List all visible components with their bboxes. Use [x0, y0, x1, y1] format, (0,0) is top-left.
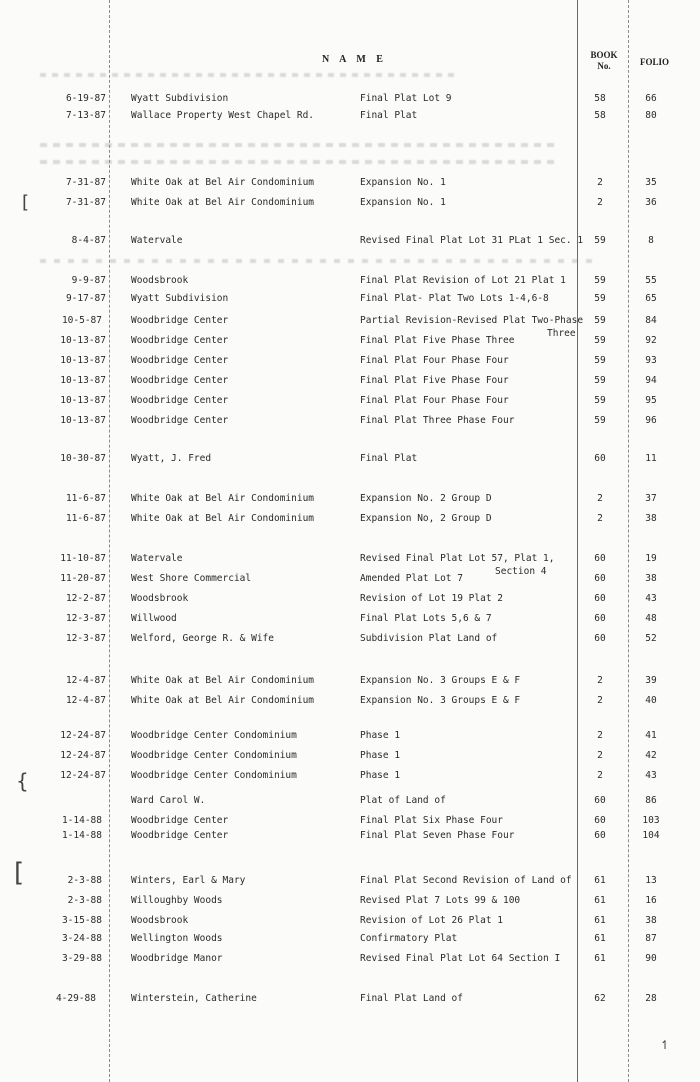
entry-date: 12-3-87: [65, 613, 106, 624]
entry-folio: 41: [645, 730, 657, 741]
ledger-row: [0, 830, 700, 844]
corner-tick-mark: ↿: [660, 1038, 671, 1052]
entry-name: Woodsbrook: [131, 275, 189, 286]
entry-book-number: 60: [594, 453, 606, 464]
entry-folio: 38: [645, 573, 657, 584]
ledger-row: [0, 730, 700, 744]
ledger-row: [0, 315, 700, 329]
entry-folio: 40: [645, 695, 657, 706]
entry-description: Final Plat Five Phase Three: [360, 335, 515, 346]
entry-folio: 38: [645, 513, 657, 524]
entry-folio: 94: [645, 375, 657, 386]
entry-book-number: 2: [597, 695, 603, 706]
entry-book-number: 59: [594, 355, 606, 366]
entry-book-number: 2: [597, 493, 603, 504]
ledger-row: [0, 613, 700, 627]
entry-date: 10-30-87: [60, 453, 106, 464]
entry-book-number: 60: [594, 830, 606, 841]
entry-description: Partial Revision-Revised Plat Two-Phase: [360, 315, 584, 326]
ledger-row: [0, 395, 700, 409]
entry-name: Willwood: [131, 613, 177, 624]
entry-description: Expansion No. 1: [360, 197, 446, 208]
entry-description: Final Plat- Plat Two Lots 1-4,6-8: [360, 293, 549, 304]
entry-name: Woodbridge Center: [131, 315, 229, 326]
entry-name: Woodbridge Center: [131, 355, 229, 366]
entry-book-number: 59: [594, 375, 606, 386]
entry-book-number: 59: [594, 415, 606, 426]
entry-date: 3-24-88: [61, 933, 102, 944]
entry-name: Woodbridge Manor: [131, 953, 223, 964]
entry-date: 10-5-87: [61, 315, 102, 326]
ledger-row: [0, 593, 700, 607]
entry-book-number: 59: [594, 315, 606, 326]
entry-name: West Shore Commercial: [131, 573, 252, 584]
ledger-row: [0, 770, 700, 784]
entry-book-number: 62: [594, 993, 606, 1004]
entry-name: Willoughby Woods: [131, 895, 223, 906]
ledger-row: [0, 553, 700, 567]
entry-name: Winters, Earl & Mary: [131, 875, 246, 886]
entry-date: 12-4-87: [65, 695, 106, 706]
entry-book-number: 59: [594, 275, 606, 286]
entry-description: Final Plat Seven Phase Four: [360, 830, 515, 841]
entry-description: Final Plat Revision of Lot 21 Plat 1: [360, 275, 566, 286]
entry-description: Confirmatory Plat: [360, 933, 458, 944]
entry-date: 12-24-87: [60, 770, 106, 781]
margin-bracket-mark: [: [22, 192, 30, 213]
entry-folio: 92: [645, 335, 657, 346]
entry-name: White Oak at Bel Air Condominium: [131, 695, 315, 706]
entry-description: Subdivision Plat Land of: [360, 633, 498, 644]
entry-folio: 52: [645, 633, 657, 644]
entry-date: 12-24-87: [60, 750, 106, 761]
entry-date: 7-13-87: [65, 110, 106, 121]
ledger-row: [0, 513, 700, 527]
entry-folio: 36: [645, 197, 657, 208]
entry-folio: 43: [645, 770, 657, 781]
entry-description: Phase 1: [360, 770, 401, 781]
entry-description: Expansion No. 1: [360, 177, 446, 188]
entry-date: 11-6-87: [65, 513, 106, 524]
entry-folio: 16: [645, 895, 657, 906]
ledger-row: [0, 453, 700, 467]
entry-name: Watervale: [131, 235, 183, 246]
entry-date: 6-19-87: [65, 93, 106, 104]
name-column-header: N A M E: [322, 54, 387, 65]
entry-folio: 19: [645, 553, 657, 564]
entry-folio: 8: [648, 235, 654, 246]
entry-date: 4-29-88: [55, 993, 96, 1004]
entry-book-number: 61: [594, 953, 606, 964]
entry-date: 9-9-87: [71, 275, 106, 286]
entry-description: Revised Final Plat Lot 31 PLat 1 Sec. 1: [360, 235, 584, 246]
entry-name: Wyatt Subdivision: [131, 293, 229, 304]
entry-book-number: 59: [594, 293, 606, 304]
entry-name: Wellington Woods: [131, 933, 223, 944]
entry-book-number: 60: [594, 795, 606, 806]
entry-description: Final Plat Lot 9: [360, 93, 452, 104]
entry-description: Expansion No, 2 Group D: [360, 513, 492, 524]
entry-name: Woodbridge Center: [131, 415, 229, 426]
ledger-row: [0, 933, 700, 947]
entry-folio: 48: [645, 613, 657, 624]
entry-book-number: 60: [594, 815, 606, 826]
entry-name: White Oak at Bel Air Condominium: [131, 177, 315, 188]
entry-folio: 84: [645, 315, 657, 326]
entry-name: White Oak at Bel Air Condominium: [131, 493, 315, 504]
entry-date: 7-31-87: [65, 197, 106, 208]
ledger-row: [0, 633, 700, 647]
entry-book-number: 60: [594, 573, 606, 584]
ledger-row: [0, 197, 700, 211]
faded-entry-1: [40, 73, 460, 77]
entry-folio: 95: [645, 395, 657, 406]
entry-date: 12-3-87: [65, 633, 106, 644]
entry-date: 12-24-87: [60, 730, 106, 741]
entry-name: White Oak at Bel Air Condominium: [131, 513, 315, 524]
entry-folio: 65: [645, 293, 657, 304]
entry-folio: 93: [645, 355, 657, 366]
book-header-line1: BOOK: [590, 50, 618, 60]
ledger-row: [0, 375, 700, 389]
entry-name: Woodbridge Center Condominium: [131, 770, 297, 781]
entry-description: Revised Plat 7 Lots 99 & 100: [360, 895, 521, 906]
entry-description: Final Plat Lots 5,6 & 7: [360, 613, 492, 624]
entry-name: Wyatt Subdivision: [131, 93, 229, 104]
entry-date: 7-31-87: [65, 177, 106, 188]
entry-description: Final Plat Five Phase Four: [360, 375, 509, 386]
entry-date: 11-10-87: [60, 553, 106, 564]
entry-book-number: 2: [597, 197, 603, 208]
entry-date: 1-14-88: [61, 830, 102, 841]
entry-description: Final Plat Four Phase Four: [360, 395, 509, 406]
entry-book-number: 2: [597, 770, 603, 781]
ledger-row: [0, 953, 700, 967]
entry-book-number: 61: [594, 895, 606, 906]
entry-book-number: 2: [597, 675, 603, 686]
ledger-row: [0, 915, 700, 929]
entry-book-number: 61: [594, 915, 606, 926]
entry-folio: 103: [642, 815, 660, 826]
entry-book-number: 58: [594, 110, 606, 121]
ledger-row: [0, 93, 700, 107]
entry-folio: 66: [645, 93, 657, 104]
ledger-row: [0, 895, 700, 909]
continuation-phase-three: Three: [547, 328, 576, 339]
entry-description: Phase 1: [360, 750, 401, 761]
entry-name: Watervale: [131, 553, 183, 564]
entry-description: Final Plat Land of: [360, 993, 463, 1004]
entry-date: 10-13-87: [60, 415, 106, 426]
entry-date: 8-4-87: [71, 235, 106, 246]
entry-description: Revision of Lot 26 Plat 1: [360, 915, 503, 926]
ledger-row: [0, 493, 700, 507]
entry-description: Final Plat Four Phase Four: [360, 355, 509, 366]
entry-name: Woodsbrook: [131, 915, 189, 926]
entry-folio: 11: [645, 453, 657, 464]
entry-name: Woodsbrook: [131, 593, 189, 604]
entry-description: Final Plat Second Revision of Land of: [360, 875, 572, 886]
entry-name: Woodbridge Center: [131, 395, 229, 406]
entry-folio: 35: [645, 177, 657, 188]
entry-book-number: 2: [597, 177, 603, 188]
entry-date: 2-3-88: [67, 895, 102, 906]
entry-name: Woodbridge Center: [131, 815, 229, 826]
entry-date: 11-20-87: [60, 573, 106, 584]
entry-folio: 55: [645, 275, 657, 286]
entry-date: 10-13-87: [60, 375, 106, 386]
entry-date: 11-6-87: [65, 493, 106, 504]
ledger-row: [0, 993, 700, 1007]
entry-book-number: 59: [594, 395, 606, 406]
ledger-row: [0, 875, 700, 889]
entry-name: Welford, George R. & Wife: [131, 633, 274, 644]
ledger-row: [0, 695, 700, 709]
entry-name: White Oak at Bel Air Condominium: [131, 675, 315, 686]
entry-date: 2-3-88: [67, 875, 102, 886]
entry-name: Woodbridge Center: [131, 375, 229, 386]
entry-name: Woodbridge Center Condominium: [131, 750, 297, 761]
ledger-row: [0, 815, 700, 829]
entry-name: Winterstein, Catherine: [131, 993, 257, 1004]
entry-name: Wallace Property West Chapel Rd.: [131, 110, 315, 121]
entry-folio: 96: [645, 415, 657, 426]
ledger-row: [0, 293, 700, 307]
ledger-row: [0, 750, 700, 764]
entry-description: Expansion No. 3 Groups E & F: [360, 695, 521, 706]
entry-description: Expansion No. 3 Groups E & F: [360, 675, 521, 686]
entry-name: Ward Carol W.: [131, 795, 206, 806]
entry-book-number: 61: [594, 933, 606, 944]
book-column-header: [586, 50, 622, 72]
ledger-row: [0, 573, 700, 587]
entry-folio: 90: [645, 953, 657, 964]
entry-book-number: 59: [594, 235, 606, 246]
entry-date: 10-13-87: [60, 395, 106, 406]
ledger-row: [0, 415, 700, 429]
faded-entry-3: [40, 160, 560, 164]
entry-folio: 42: [645, 750, 657, 761]
entry-book-number: 2: [597, 750, 603, 761]
entry-book-number: 60: [594, 593, 606, 604]
entry-date: 12-2-87: [65, 593, 106, 604]
entry-folio: 86: [645, 795, 657, 806]
ledger-row: [0, 110, 700, 124]
ledger-row: [0, 795, 700, 809]
entry-name: White Oak at Bel Air Condominium: [131, 197, 315, 208]
entry-folio: 43: [645, 593, 657, 604]
entry-description: Final Plat Six Phase Four: [360, 815, 503, 826]
ledger-row: [0, 235, 700, 249]
entry-name: Woodbridge Center Condominium: [131, 730, 297, 741]
entry-description: Revised Final Plat Lot 64 Section I: [360, 953, 561, 964]
entry-description: Phase 1: [360, 730, 401, 741]
faded-entry-4: [40, 259, 600, 263]
ledger-row: [0, 275, 700, 289]
margin-bracket-mark: [: [14, 858, 25, 888]
entry-book-number: 58: [594, 93, 606, 104]
entry-book-number: 2: [597, 513, 603, 524]
entry-name: Wyatt, J. Fred: [131, 453, 212, 464]
entry-date: 3-29-88: [61, 953, 102, 964]
entry-book-number: 60: [594, 633, 606, 644]
ledger-row: [0, 675, 700, 689]
entry-folio: 104: [642, 830, 660, 841]
entry-date: 9-17-87: [65, 293, 106, 304]
entry-name: Woodbridge Center: [131, 830, 229, 841]
faded-entry-2: [40, 143, 560, 147]
entry-date: 10-13-87: [60, 335, 106, 346]
entry-book-number: 60: [594, 613, 606, 624]
entry-name: Woodbridge Center: [131, 335, 229, 346]
entry-folio: 28: [645, 993, 657, 1004]
entry-description: Final Plat: [360, 453, 418, 464]
entry-date: 3-15-88: [61, 915, 102, 926]
entry-book-number: 61: [594, 875, 606, 886]
entry-description: Revision of Lot 19 Plat 2: [360, 593, 503, 604]
entry-description: Plat of Land of: [360, 795, 446, 806]
entry-date: 10-13-87: [60, 355, 106, 366]
entry-folio: 38: [645, 915, 657, 926]
entry-folio: 37: [645, 493, 657, 504]
book-header-line2: No.: [597, 61, 611, 71]
folio-column-header: FOLIO: [640, 57, 670, 67]
entry-description: Final Plat: [360, 110, 418, 121]
entry-description: Amended Plat Lot 7: [360, 573, 463, 584]
entry-date: 12-4-87: [65, 675, 106, 686]
entry-folio: 80: [645, 110, 657, 121]
entry-book-number: 59: [594, 335, 606, 346]
entry-book-number: 2: [597, 730, 603, 741]
ledger-row: [0, 177, 700, 191]
entry-folio: 87: [645, 933, 657, 944]
entry-folio: 39: [645, 675, 657, 686]
entry-description: Expansion No. 2 Group D: [360, 493, 492, 504]
entry-date: 1-14-88: [61, 815, 102, 826]
ledger-row: [0, 355, 700, 369]
entry-description: Final Plat Three Phase Four: [360, 415, 515, 426]
entry-book-number: 60: [594, 553, 606, 564]
continuation-section-four: Section 4: [495, 566, 547, 577]
ledger-row: [0, 335, 700, 349]
entry-description: Revised Final Plat Lot 57, Plat 1,: [360, 553, 555, 564]
entry-folio: 13: [645, 875, 657, 886]
margin-bracket-mark: {: [16, 769, 29, 793]
